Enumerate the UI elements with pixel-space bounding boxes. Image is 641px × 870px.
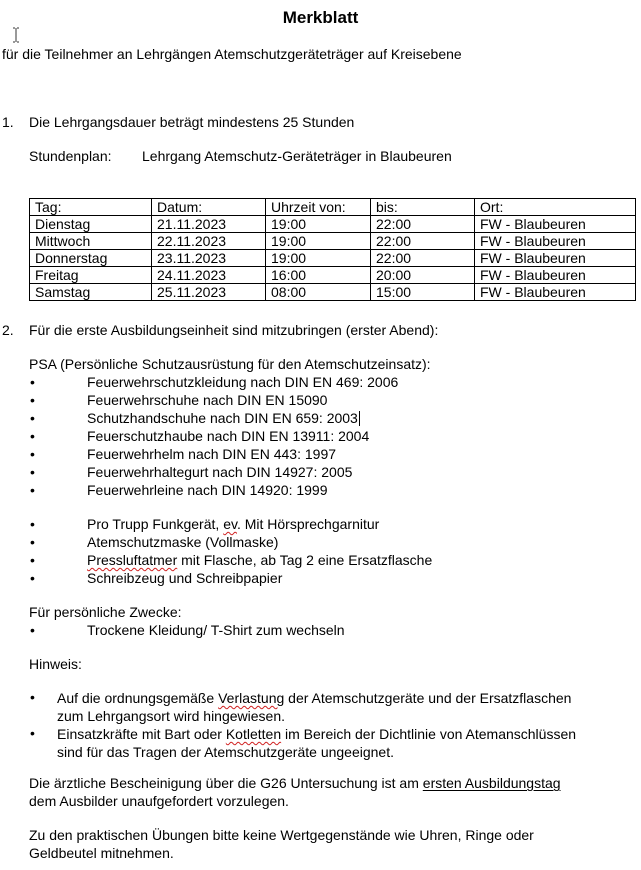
- bullet-icon: •: [30, 534, 35, 550]
- table-cell: FW - Blaubeuren: [475, 233, 636, 250]
- table-cell: Donnerstag: [30, 250, 152, 267]
- list-item: Schreibzeug und Schreibpapier: [87, 570, 283, 586]
- list-item: Atemschutzmaske (Vollmaske): [87, 534, 279, 550]
- table-row: [30, 267, 636, 284]
- table-cell: 23.11.2023: [152, 250, 266, 267]
- list-item: Pro Trupp Funkgerät, ev. Mit Hörsprechgarnitur: [87, 516, 380, 532]
- section-1-number: 1.: [2, 114, 14, 130]
- table-row: [30, 284, 636, 301]
- list-item: Feuerwehrhelm nach DIN EN 443: 1997: [87, 446, 337, 462]
- bullet-icon: •: [30, 725, 35, 741]
- table-cell: 22:00: [371, 216, 475, 233]
- bullet-icon: •: [30, 446, 35, 462]
- schedule-label: Stundenplan:: [29, 148, 112, 164]
- bullet-icon: •: [30, 570, 35, 586]
- table-row: [30, 216, 636, 233]
- list-item: Pressluftatmer mit Flasche, ab Tag 2 eine Ersatzflasche: [87, 552, 433, 568]
- table-cell: 25.11.2023: [152, 284, 266, 301]
- table-cell: 22.11.2023: [152, 233, 266, 250]
- hint-label: Hinweis:: [29, 656, 82, 672]
- table-header-cell: Ort:: [475, 199, 636, 216]
- hint-item: Auf die ordnungsgemäße Verlastung der Atemschutzgeräte und der Ersatzflaschen zum Lehrgangsort wird hingewiesen.: [57, 690, 572, 724]
- table-cell: 19:00: [266, 250, 371, 267]
- table-cell: FW - Blaubeuren: [475, 216, 636, 233]
- bullet-icon: •: [30, 374, 35, 390]
- bullet-icon: •: [30, 552, 35, 568]
- bullet-icon: •: [30, 464, 35, 480]
- list-item: Feuerschutzhaube nach DIN EN 13911: 2004: [87, 428, 370, 444]
- table-cell: Freitag: [30, 267, 152, 284]
- bullet-icon: •: [30, 622, 35, 638]
- table-cell: 22:00: [371, 250, 475, 267]
- list-item: Trockene Kleidung/ T-Shirt zum wechseln: [87, 622, 345, 638]
- table-row: [30, 250, 636, 267]
- bullet-icon: •: [30, 392, 35, 408]
- schedule-table: [29, 198, 636, 301]
- list-item: Schutzhandschuhe nach DIN EN 659: 2003: [87, 410, 358, 426]
- table-cell: 15:00: [371, 284, 475, 301]
- table-cell: FW - Blaubeuren: [475, 250, 636, 267]
- bullet-icon: •: [30, 482, 35, 498]
- document-title: Merkblatt: [282, 8, 359, 27]
- table-cell: 22:00: [371, 233, 475, 250]
- table-header-cell: bis:: [371, 199, 475, 216]
- list-item: Feuerwehrleine nach DIN 14920: 1999: [87, 482, 328, 498]
- document-subtitle: für die Teilnehmer an Lehrgängen Atemschutzgeräteträger auf Kreisebene: [2, 46, 462, 62]
- table-cell: 08:00: [266, 284, 371, 301]
- hint-item: Einsatzkräfte mit Bart oder Kotletten im Bereich der Dichtlinie von Atemanschlüssen sind für das Tragen der Atemschutzgeräte ungeeignet.: [57, 726, 577, 760]
- bullet-icon: •: [30, 516, 35, 532]
- table-header-cell: Datum:: [152, 199, 266, 216]
- personal-label: Für persönliche Zwecke:: [29, 604, 182, 620]
- table-cell: Mittwoch: [30, 233, 152, 250]
- list-item: Feuerwehrhaltegurt nach DIN 14927: 2005: [87, 464, 353, 480]
- table-cell: 19:00: [266, 233, 371, 250]
- certificate-note: Die ärztliche Bescheinigung über die G26 Untersuchung ist am ersten Ausbildungstag dem Ausbilder unaufgefordert vorzulegen.: [29, 775, 561, 809]
- table-cell: 21.11.2023: [152, 216, 266, 233]
- schedule-title: Lehrgang Atemschutz-Geräteträger in Blaubeuren: [142, 148, 452, 164]
- list-item: Feuerwehrschutzkleidung nach DIN EN 469: 2006: [87, 374, 399, 390]
- list-item: Feuerwehrschuhe nach DIN EN 15090: [87, 392, 328, 408]
- table-cell: FW - Blaubeuren: [475, 284, 636, 301]
- bullet-icon: •: [30, 689, 35, 705]
- psa-label: PSA (Persönliche Schutzausrüstung für den Atemschutzeinsatz):: [29, 356, 431, 372]
- bullet-icon: •: [30, 410, 35, 426]
- table-cell: 24.11.2023: [152, 267, 266, 284]
- table-header-row: [30, 199, 636, 216]
- valuables-note: Zu den praktischen Übungen bitte keine Wertgegenstände wie Uhren, Ringe oder Geldbeutel mitnehmen.: [29, 827, 534, 861]
- table-cell: Dienstag: [30, 216, 152, 233]
- table-cell: 20:00: [371, 267, 475, 284]
- table-cell: 19:00: [266, 216, 371, 233]
- table-header-cell: Tag:: [30, 199, 152, 216]
- text-cursor-icon: [12, 27, 20, 43]
- table-cell: Samstag: [30, 284, 152, 301]
- table-cell: FW - Blaubeuren: [475, 267, 636, 284]
- table-row: [30, 233, 636, 250]
- section-2-number: 2.: [2, 322, 14, 338]
- text-caret: [359, 411, 360, 426]
- bullet-icon: •: [30, 428, 35, 444]
- table-cell: 16:00: [266, 267, 371, 284]
- section-2-heading: Für die erste Ausbildungseinheit sind mitzubringen (erster Abend):: [29, 322, 439, 338]
- table-header-cell: Uhrzeit von:: [266, 199, 371, 216]
- section-1-heading: Die Lehrgangsdauer beträgt mindestens 25 Stunden: [29, 114, 355, 130]
